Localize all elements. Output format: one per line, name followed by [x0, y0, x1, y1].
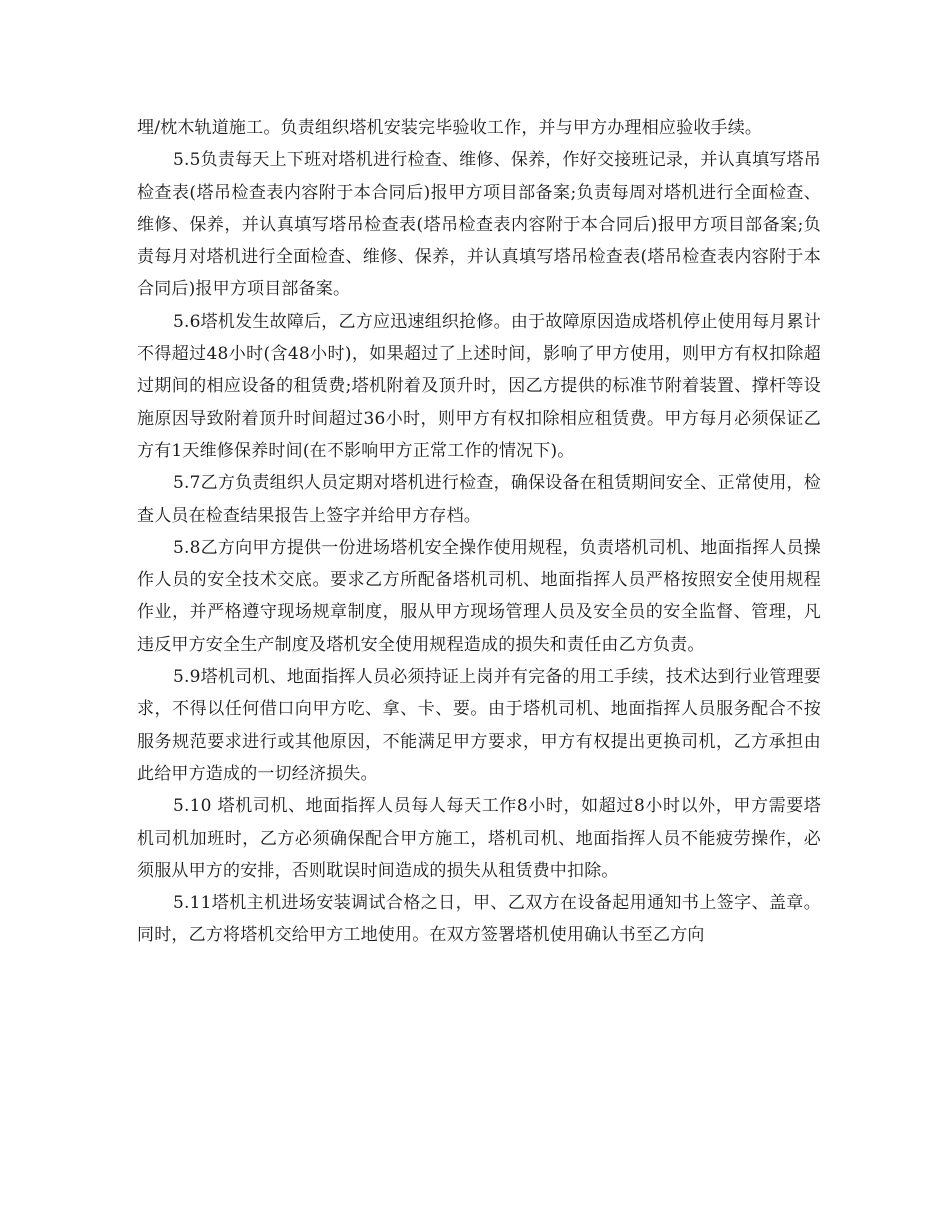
- paragraph-clause-5-7: 5.7乙方负责组织人员定期对塔机进行检查，确保设备在租赁期间安全、正常使用，检查人员在检查结果报告上签字并给甲方存档。: [137, 473, 821, 526]
- paragraph-continuation: 埋/枕木轨道施工。负责组织塔机安装完毕验收工作，并与甲方办理相应验收手续。: [137, 118, 763, 138]
- paragraph-clause-5-9: 5.9塔机司机、地面指挥人员必须持证上岗并有完备的用工手续，技术达到行业管理要求，不得以任何借口向甲方吃、拿、卡、要。由于塔机司机、地面指挥人员服务配合不按服务规范要求进行或其他原因，不能满足甲方要求，甲方有权提出更换司机，乙方承担由此给甲方造成的一切经济损失。: [137, 667, 821, 784]
- paragraph-clause-5-6: 5.6塔机发生故障后，乙方应迅速组织抢修。由于故障原因造成塔机停止使用每月累计不得超过48小时(含48小时)，如果超过了上述时间，影响了甲方使用，则甲方有权扣除超过期间的相应设备的租赁费;塔机附着及顶升时，因乙方提供的标准节附着装置、撑杆等设施原因导致附着顶升时间超过36小时，则甲方有权扣除相应租赁费。甲方每月必须保证乙方有1天维修保养时间(在不影响甲方正常工作的情况下)。: [137, 311, 821, 461]
- paragraph-clause-5-10: 5.10 塔机司机、地面指挥人员每人每天工作8小时，如超过8小时以外，甲方需要塔机司机加班时，乙方必须确保配合甲方施工，塔机司机、地面指挥人员不能疲劳操作，必须服从甲方的安排，否则耽误时间造成的损失从租赁费中扣除。: [137, 796, 821, 881]
- paragraph-clause-5-8: 5.8乙方向甲方提供一份进场塔机安全操作使用规程，负责塔机司机、地面指挥人员操作人员的安全技术交底。要求乙方所配备塔机司机、地面指挥人员严格按照安全使用规程作业，并严格遵守现场规章制度，服从甲方现场管理人员及安全员的安全监督、管理，凡违反甲方安全生产制度及塔机安全使用规程造成的损失和责任由乙方负责。: [137, 537, 821, 655]
- paragraph-clause-5-5: 5.5负责每天上下班对塔机进行检查、维修、保养，作好交接班记录，并认真填写塔吊检查表(塔吊检查表内容附于本合同后)报甲方项目部备案;负责每周对塔机进行全面检查、维修、保养，并认真填写塔吊检查表(塔吊检查表内容附于本合同后)报甲方项目部备案;负责每月对塔机进行全面检查、维修、保养，并认真填写塔吊检查表(塔吊检查表内容附于本合同后)报甲方项目部备案。: [137, 150, 821, 300]
- document-body: [137, 112, 821, 952]
- paragraph-clause-5-11: 5.11塔机主机进场安装调试合格之日，甲、乙双方在设备起用通知书上签字、盖章。同时，乙方将塔机交给甲方工地使用。在双方签署塔机使用确认书至乙方向: [137, 893, 821, 946]
